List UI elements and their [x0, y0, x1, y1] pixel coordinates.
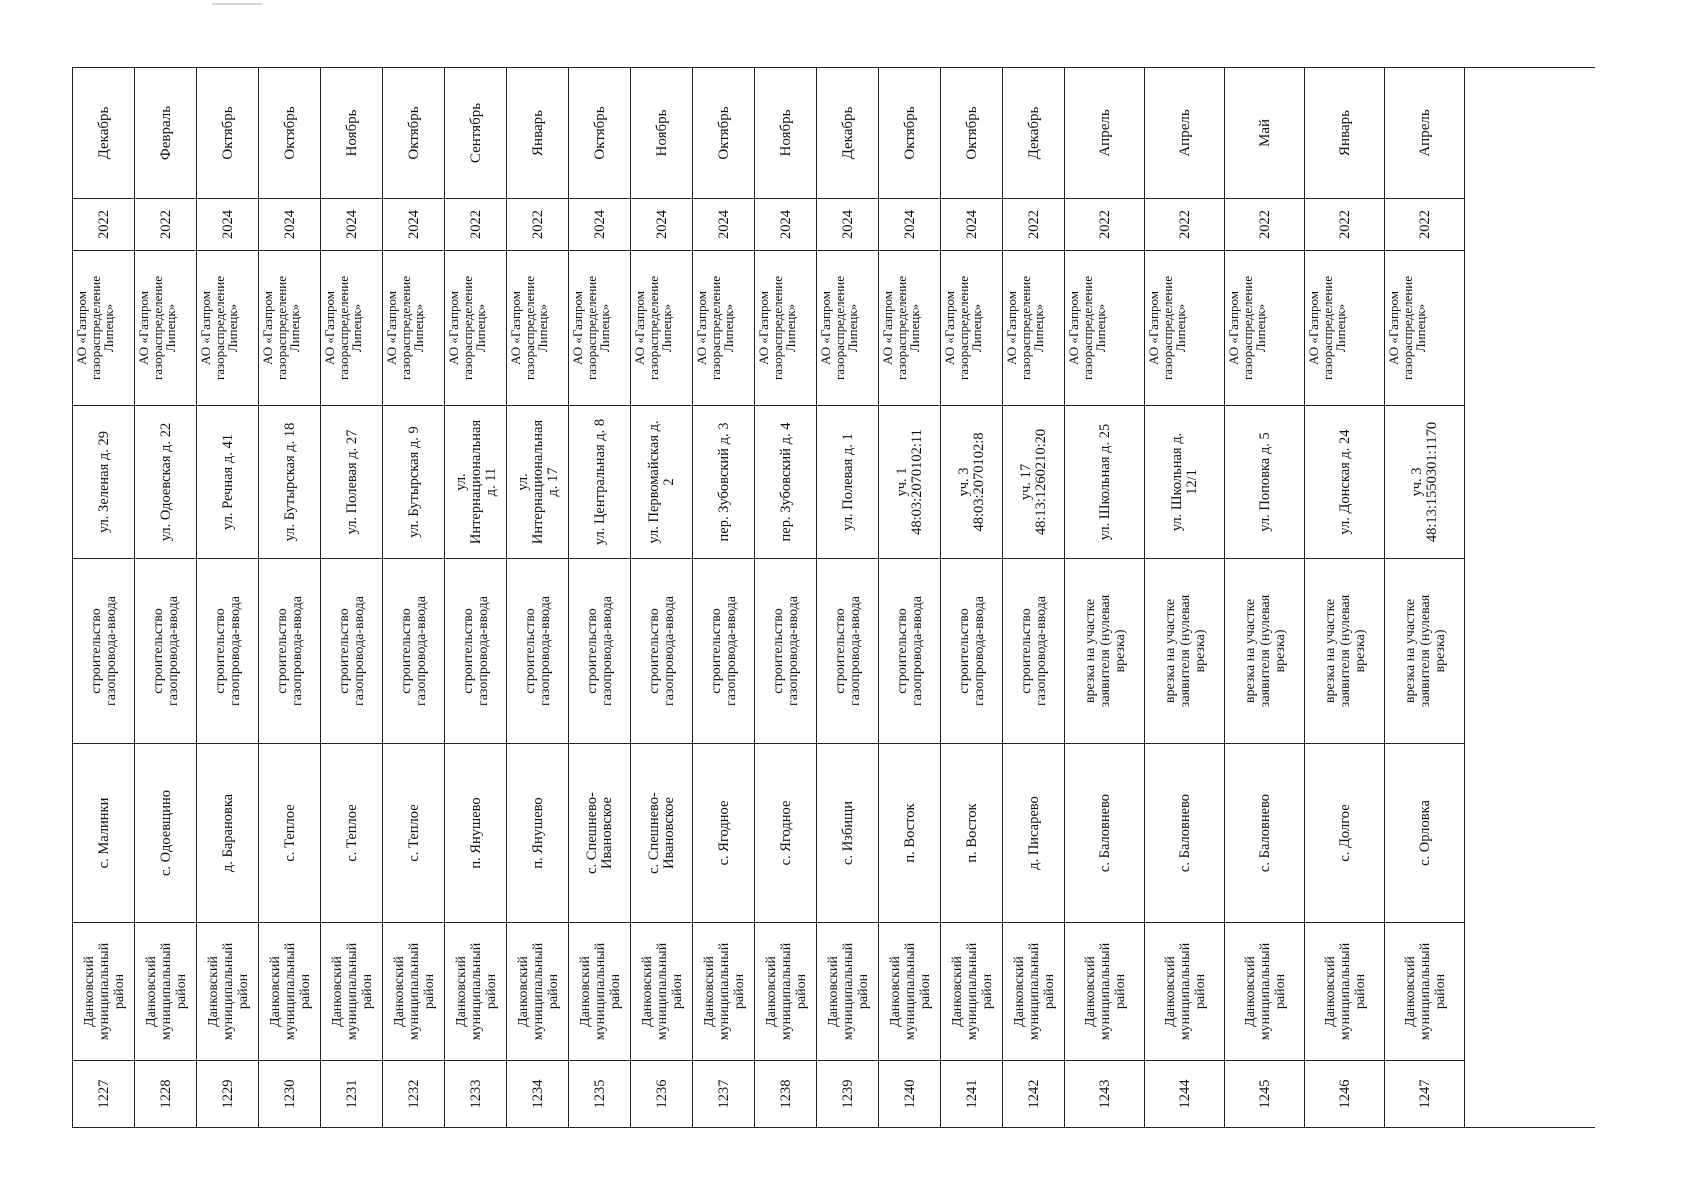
organization-cell: АО «Газпром газораспределение Липецк»: [197, 250, 259, 405]
organization-cell: АО «Газпром газораспределение Липецк»: [1225, 250, 1305, 405]
organization-cell: АО «Газпром газораспределение Липецк»: [135, 250, 197, 405]
address-cell: ул. Речная д. 41: [197, 405, 259, 558]
locality-cell: с. Спешнево- Ивановское: [631, 743, 693, 922]
month-cell: Октябрь: [591, 106, 608, 160]
table-row: [445, 68, 507, 1127]
district-cell: Данковский муниципальный район: [1305, 922, 1385, 1060]
year-cell: 2024: [321, 198, 383, 250]
work-type-cell: строительство газопровода-ввода: [507, 558, 569, 743]
work-type-cell: строительство газопровода-ввода: [259, 558, 321, 743]
organization-cell: АО «Газпром газораспределение Липецк»: [1305, 250, 1385, 405]
district-cell: Данковский муниципальный район: [259, 922, 321, 1060]
address-cell: уч. 3 48:03:2070102:8: [941, 405, 1003, 558]
month-cell: Декабрь: [95, 106, 112, 160]
locality-cell: с. Долгое: [1305, 743, 1385, 922]
locality-cell: с. Баловнево: [1225, 743, 1305, 922]
locality-cell: с. Теплое: [321, 743, 383, 922]
district-cell: Данковский муниципальный район: [817, 922, 879, 1060]
work-type-cell: строительство газопровода-ввода: [817, 558, 879, 743]
row-number: 1227: [73, 1060, 135, 1127]
work-type-cell: строительство газопровода-ввода: [197, 558, 259, 743]
locality-cell: п. Восток: [941, 743, 1003, 922]
row-number: 1237: [693, 1060, 755, 1127]
locality-cell: п. Восток: [879, 743, 941, 922]
work-type-cell: строительство газопровода-ввода: [941, 558, 1003, 743]
table-row: [1385, 68, 1465, 1127]
year-cell: 2022: [1003, 198, 1065, 250]
year-cell: 2022: [73, 198, 135, 250]
address-cell: ул. Донская д. 24: [1305, 405, 1385, 558]
district-cell: Данковский муниципальный район: [941, 922, 1003, 1060]
year-cell: 2024: [693, 198, 755, 250]
work-type-cell: строительство газопровода-ввода: [631, 558, 693, 743]
locality-cell: с. Спешнево- Ивановское: [569, 743, 631, 922]
work-type-cell: строительство газопровода-ввода: [879, 558, 941, 743]
district-cell: Данковский муниципальный район: [321, 922, 383, 1060]
district-cell: Данковский муниципальный район: [693, 922, 755, 1060]
organization-cell: АО «Газпром газораспределение Липецк»: [445, 250, 507, 405]
year-cell: 2022: [1145, 198, 1225, 250]
locality-cell: с. Избищи: [817, 743, 879, 922]
organization-cell: АО «Газпром газораспределение Липецк»: [383, 250, 445, 405]
district-cell: Данковский муниципальный район: [879, 922, 941, 1060]
locality-cell: с. Ягодное: [693, 743, 755, 922]
address-cell: ул. Зеленая д. 29: [73, 405, 135, 558]
district-cell: Данковский муниципальный район: [569, 922, 631, 1060]
table-row: [631, 68, 693, 1127]
table-row: [879, 68, 941, 1127]
work-type-cell: строительство газопровода-ввода: [445, 558, 507, 743]
row-number: 1230: [259, 1060, 321, 1127]
month-cell: Ноябрь: [653, 109, 670, 157]
month-cell: Ноябрь: [777, 109, 794, 157]
year-cell: 2022: [1385, 198, 1465, 250]
work-type-cell: врезка на участке заявителя (нулевая врезка): [1145, 558, 1225, 743]
month-cell: Январь: [529, 110, 546, 156]
organization-cell: АО «Газпром газораспределение Липецк»: [755, 250, 817, 405]
year-cell: 2022: [1065, 198, 1145, 250]
table-row: [383, 68, 445, 1127]
month-cell: Декабрь: [1025, 106, 1042, 160]
year-cell: 2024: [383, 198, 445, 250]
table-row: [755, 68, 817, 1127]
district-cell: Данковский муниципальный район: [383, 922, 445, 1060]
row-number: 1242: [1003, 1060, 1065, 1127]
month-cell: Февраль: [157, 105, 174, 161]
address-cell: уч. 1 48:03:2070102:11: [879, 405, 941, 558]
address-cell: ул. Школьная д. 12/1: [1145, 405, 1225, 558]
locality-cell: п. Янушево: [445, 743, 507, 922]
locality-cell: с. Теплое: [383, 743, 445, 922]
address-cell: ул. Бутырская д. 9: [383, 405, 445, 558]
district-cell: Данковский муниципальный район: [631, 922, 693, 1060]
address-cell: ул. Интернациональная д. 11: [445, 405, 507, 558]
table-row: [135, 68, 197, 1127]
year-cell: 2024: [259, 198, 321, 250]
address-cell: ул. Школьная д. 25: [1065, 405, 1145, 558]
table-row: [1145, 68, 1225, 1127]
address-cell: уч. 17 48:13:1260210:20: [1003, 405, 1065, 558]
month-cell: Декабрь: [839, 106, 856, 160]
organization-cell: АО «Газпром газораспределение Липецк»: [73, 250, 135, 405]
row-number: 1229: [197, 1060, 259, 1127]
row-number: 1238: [755, 1060, 817, 1127]
work-type-cell: строительство газопровода-ввода: [321, 558, 383, 743]
organization-cell: АО «Газпром газораспределение Липецк»: [1385, 250, 1465, 405]
locality-cell: д. Барановка: [197, 743, 259, 922]
locality-cell: с. Малинки: [73, 743, 135, 922]
organization-cell: АО «Газпром газораспределение Липецк»: [1145, 250, 1225, 405]
locality-cell: с. Ягодное: [755, 743, 817, 922]
locality-cell: д. Писарево: [1003, 743, 1065, 922]
month-cell: Ноябрь: [343, 109, 360, 157]
work-type-cell: строительство газопровода-ввода: [383, 558, 445, 743]
district-cell: Данковский муниципальный район: [755, 922, 817, 1060]
district-cell: Данковский муниципальный район: [197, 922, 259, 1060]
address-cell: ул. Полевая д. 27: [321, 405, 383, 558]
row-number: 1234: [507, 1060, 569, 1127]
row-number: 1247: [1385, 1060, 1465, 1127]
district-cell: Данковский муниципальный район: [1385, 922, 1465, 1060]
district-cell: Данковский муниципальный район: [1145, 922, 1225, 1060]
year-cell: 2022: [507, 198, 569, 250]
month-cell: Октябрь: [963, 106, 980, 160]
year-cell: 2024: [631, 198, 693, 250]
organization-cell: АО «Газпром газораспределение Липецк»: [693, 250, 755, 405]
district-cell: Данковский муниципальный район: [507, 922, 569, 1060]
table-row: [321, 68, 383, 1127]
table-row: [817, 68, 879, 1127]
organization-cell: АО «Газпром газораспределение Липецк»: [1065, 250, 1145, 405]
organization-cell: АО «Газпром газораспределение Липецк»: [941, 250, 1003, 405]
address-cell: ул. Бутырская д. 18: [259, 405, 321, 558]
month-cell: Апрель: [1176, 109, 1193, 157]
organization-cell: АО «Газпром газораспределение Липецк»: [507, 250, 569, 405]
table-row: [693, 68, 755, 1127]
organization-cell: АО «Газпром газораспределение Липецк»: [631, 250, 693, 405]
address-cell: уч. 3 48:13:1550301:1170: [1385, 405, 1465, 558]
table-row: [1305, 68, 1385, 1127]
organization-cell: АО «Газпром газораспределение Липецк»: [259, 250, 321, 405]
district-cell: Данковский муниципальный район: [135, 922, 197, 1060]
month-cell: Сентябрь: [467, 102, 484, 164]
address-cell: пер. Зубовский д. 3: [693, 405, 755, 558]
address-cell: пер. Зубовский д. 4: [755, 405, 817, 558]
work-type-cell: строительство газопровода-ввода: [693, 558, 755, 743]
table-row: [259, 68, 321, 1127]
table-row: [1003, 68, 1065, 1127]
district-cell: Данковский муниципальный район: [73, 922, 135, 1060]
month-cell: Май: [1256, 118, 1273, 148]
table-row: [941, 68, 1003, 1127]
organization-cell: АО «Газпром газораспределение Липецк»: [569, 250, 631, 405]
table-row: [569, 68, 631, 1127]
work-type-cell: строительство газопровода-ввода: [755, 558, 817, 743]
year-cell: 2022: [1225, 198, 1305, 250]
work-type-cell: врезка на участке заявителя (нулевая врезка): [1225, 558, 1305, 743]
table-row: [1065, 68, 1145, 1127]
work-type-cell: строительство газопровода-ввода: [73, 558, 135, 743]
organization-cell: АО «Газпром газораспределение Липецк»: [879, 250, 941, 405]
work-type-cell: врезка на участке заявителя (нулевая врезка): [1065, 558, 1145, 743]
year-cell: 2022: [445, 198, 507, 250]
year-cell: 2024: [879, 198, 941, 250]
district-cell: Данковский муниципальный район: [1003, 922, 1065, 1060]
locality-cell: с. Баловнево: [1145, 743, 1225, 922]
locality-cell: с. Орловка: [1385, 743, 1465, 922]
year-cell: 2022: [1305, 198, 1385, 250]
row-number: 1232: [383, 1060, 445, 1127]
row-number: 1239: [817, 1060, 879, 1127]
work-type-cell: строительство газопровода-ввода: [1003, 558, 1065, 743]
table-row: [197, 68, 259, 1127]
year-cell: 2024: [755, 198, 817, 250]
year-cell: 2024: [817, 198, 879, 250]
month-cell: Апрель: [1096, 109, 1113, 157]
district-cell: Данковский муниципальный район: [1225, 922, 1305, 1060]
month-cell: Октябрь: [405, 106, 422, 160]
row-number: 1241: [941, 1060, 1003, 1127]
month-cell: Октябрь: [901, 106, 918, 160]
scan-artifact: [212, 3, 262, 5]
locality-cell: с. Теплое: [259, 743, 321, 922]
organization-cell: АО «Газпром газораспределение Липецк»: [817, 250, 879, 405]
row-number: 1246: [1305, 1060, 1385, 1127]
year-cell: 2024: [197, 198, 259, 250]
month-cell: Октябрь: [281, 106, 298, 160]
locality-cell: с. Баловнево: [1065, 743, 1145, 922]
address-cell: ул. Интернациональная д. 17: [507, 405, 569, 558]
table-row: [1225, 68, 1305, 1127]
row-number: 1231: [321, 1060, 383, 1127]
locality-cell: с. Одоевщино: [135, 743, 197, 922]
address-cell: ул. Одоевская д. 22: [135, 405, 197, 558]
district-cell: Данковский муниципальный район: [1065, 922, 1145, 1060]
table-row: [73, 68, 135, 1127]
year-cell: 2024: [941, 198, 1003, 250]
row-number: 1243: [1065, 1060, 1145, 1127]
work-type-cell: врезка на участке заявителя (нулевая врезка): [1305, 558, 1385, 743]
row-number: 1236: [631, 1060, 693, 1127]
year-cell: 2024: [569, 198, 631, 250]
row-number: 1245: [1225, 1060, 1305, 1127]
address-cell: ул. Первомайская д. 2: [631, 405, 693, 558]
district-cell: Данковский муниципальный район: [445, 922, 507, 1060]
work-type-cell: врезка на участке заявителя (нулевая врезка): [1385, 558, 1465, 743]
year-cell: 2022: [135, 198, 197, 250]
row-number: 1244: [1145, 1060, 1225, 1127]
address-cell: ул. Центральная д. 8: [569, 405, 631, 558]
row-number: 1240: [879, 1060, 941, 1127]
row-number: 1235: [569, 1060, 631, 1127]
row-number: 1228: [135, 1060, 197, 1127]
table-row: [507, 68, 569, 1127]
month-cell: Апрель: [1416, 109, 1433, 157]
registry-table: [72, 67, 1595, 1128]
row-number: 1233: [445, 1060, 507, 1127]
locality-cell: п. Янушево: [507, 743, 569, 922]
organization-cell: АО «Газпром газораспределение Липецк»: [1003, 250, 1065, 405]
work-type-cell: строительство газопровода-ввода: [135, 558, 197, 743]
month-cell: Октябрь: [715, 106, 732, 160]
month-cell: Январь: [1336, 110, 1353, 156]
month-cell: Октябрь: [219, 106, 236, 160]
address-cell: ул. Полевая д. 1: [817, 405, 879, 558]
organization-cell: АО «Газпром газораспределение Липецк»: [321, 250, 383, 405]
work-type-cell: строительство газопровода-ввода: [569, 558, 631, 743]
address-cell: ул. Поповка д. 5: [1225, 405, 1305, 558]
